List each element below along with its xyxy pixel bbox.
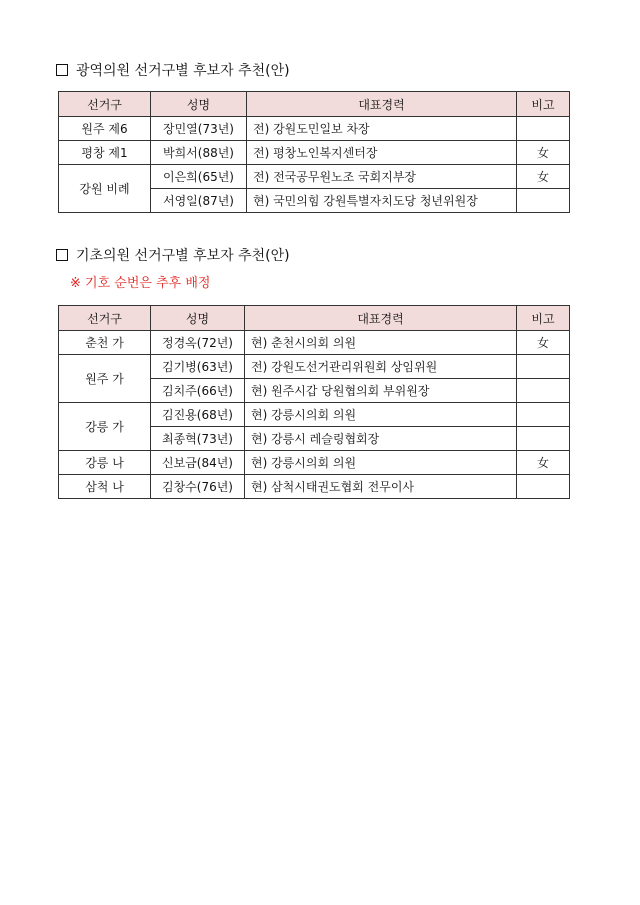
note-cell [517, 379, 570, 403]
header-name: 성명 [151, 92, 247, 117]
table-row [59, 117, 570, 141]
career-cell: 현) 국민의힘 강원특별자치도당 청년위원장 [247, 189, 517, 213]
career-cell: 현) 춘천시의회 의원 [245, 331, 517, 355]
career-cell: 현) 강릉시 레슬링협회장 [245, 427, 517, 451]
metropolitan-council-table [58, 91, 570, 213]
header-career: 대표경력 [247, 92, 517, 117]
table-row [59, 451, 570, 475]
career-cell: 현) 강릉시의회 의원 [245, 451, 517, 475]
header-career: 대표경력 [245, 306, 517, 331]
career-cell: 전) 강원도선거관리위원회 상임위원 [245, 355, 517, 379]
district-cell: 평창 제1 [59, 141, 151, 165]
name-cell: 김창수(76년) [151, 475, 245, 499]
table-row [59, 475, 570, 499]
district-cell: 춘천 가 [59, 331, 151, 355]
name-cell: 장민열(73년) [151, 117, 247, 141]
name-cell: 김치주(66년) [151, 379, 245, 403]
header-district: 선거구 [59, 92, 151, 117]
section1-title: 광역의원 선거구별 후보자 추천(안) [76, 63, 290, 79]
note-cell [517, 475, 570, 499]
district-cell: 원주 가 [59, 355, 151, 403]
name-cell: 박희서(88년) [151, 141, 247, 165]
name-cell: 신보금(84년) [151, 451, 245, 475]
district-cell: 강릉 나 [59, 451, 151, 475]
career-cell: 현) 원주시갑 당원협의회 부위원장 [245, 379, 517, 403]
section1-heading [56, 60, 290, 80]
career-cell: 전) 강원도민일보 차장 [247, 117, 517, 141]
table-row [59, 141, 570, 165]
section2-title: 기초의원 선거구별 후보자 추천(안) [76, 248, 290, 264]
career-cell: 현) 강릉시의회 의원 [245, 403, 517, 427]
name-cell: 이은희(65년) [151, 165, 247, 189]
district-cell: 강원 비례 [59, 165, 151, 213]
name-cell: 서영일(87년) [151, 189, 247, 213]
table-row [59, 331, 570, 355]
note-cell: 女 [517, 141, 570, 165]
name-cell: 김진용(68년) [151, 403, 245, 427]
section2-heading [56, 245, 290, 265]
name-cell: 최종혁(73년) [151, 427, 245, 451]
note-cell [517, 427, 570, 451]
header-district: 선거구 [59, 306, 151, 331]
header-note: 비고 [517, 306, 570, 331]
table-header-row [59, 92, 570, 117]
note-cell: 女 [517, 451, 570, 475]
career-cell: 전) 전국공무원노조 국회지부장 [247, 165, 517, 189]
note-cell [517, 189, 570, 213]
table-row [59, 165, 570, 189]
name-cell: 정경옥(72년) [151, 331, 245, 355]
header-note: 비고 [517, 92, 570, 117]
numbering-note: ※ 기호 순번은 추후 배정 [70, 276, 211, 291]
name-cell: 김기병(63년) [151, 355, 245, 379]
table-row [59, 403, 570, 427]
table-row [59, 355, 570, 379]
district-cell: 강릉 가 [59, 403, 151, 451]
district-cell: 삼척 나 [59, 475, 151, 499]
district-cell: 원주 제6 [59, 117, 151, 141]
note-cell [517, 355, 570, 379]
note-cell [517, 117, 570, 141]
note-cell [517, 403, 570, 427]
header-name: 성명 [151, 306, 245, 331]
table-header-row [59, 306, 570, 331]
local-council-table [58, 305, 570, 499]
career-cell: 현) 삼척시태권도협회 전무이사 [245, 475, 517, 499]
career-cell: 전) 평창노인복지센터장 [247, 141, 517, 165]
checkbox-square-icon [56, 249, 68, 261]
note-cell: 女 [517, 165, 570, 189]
checkbox-square-icon [56, 64, 68, 76]
note-cell: 女 [517, 331, 570, 355]
